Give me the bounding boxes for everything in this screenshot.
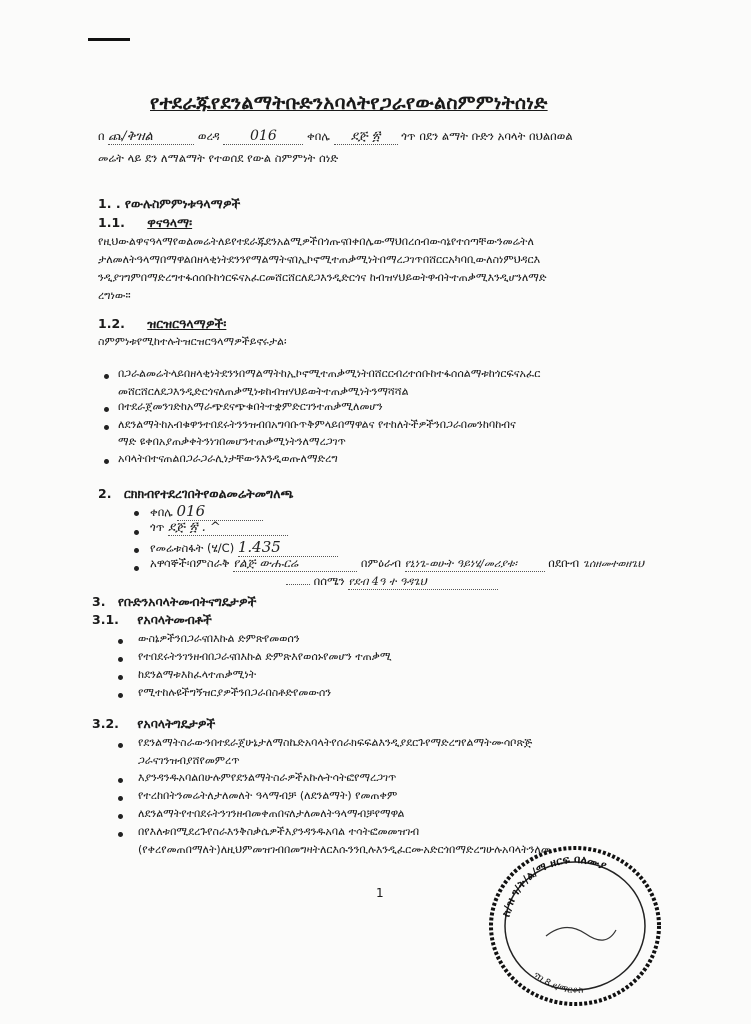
east-border-handwritten: የልጅ ውሑርሬ [233, 556, 357, 572]
duty-item-continued: (የቀረየመጠበማለት)ለዚህምመዝገብበመግዛትለርእሱንንቢሉእንዲፈርሙአድርጎበማድረግሁሉአባላትንለመ [138, 843, 551, 856]
bullet [134, 548, 139, 553]
section-3-2-heading [92, 716, 215, 732]
paragraph-line: ንዲያገግምበማድረግተፋሰሰቡከጎርፍናአፈርመሸርሸርለደጋእንዲድርጎና ከብዝሃህይወትዋብትተጠቃሚእንዲሆንለማድ [98, 271, 547, 284]
south-border-handwritten: ጌሰዘመተወዘጌህ [582, 558, 644, 570]
section-1-2-number: 1.2. [98, 316, 125, 331]
bullet [104, 407, 109, 412]
duty-item: እያንዳንዱአባልበሁሉምየደንልማትስራዎችአኩሉትሳትፎየማረጋገጥ [138, 771, 397, 784]
borders-south-label: በደቡብ [548, 556, 580, 570]
section-2-number: 2. [98, 486, 112, 501]
bullet [118, 814, 123, 819]
land-kebele-label: ቀበሌ [150, 505, 173, 519]
objective-item: በተደራጀመንገድከአማራጭደናጭቁበትተቋምድርገንተጠቃሚለመሆን [118, 400, 383, 413]
intro-prefix: በ [98, 129, 105, 143]
section-3-2-label: የአባላትግዴታዎች [137, 716, 216, 731]
north-border-handwritten: የደብ 4ዓ ተ ዓዳጌህ [348, 575, 498, 590]
duty-item: የደንልማትስራውንበተደራጀሁኔታለማስኬድአባላትየሰራክፍፍልእንዲያደርጉየማድረግየልማትሙሳቦጽጅ [138, 736, 533, 749]
intro-line-2: መሬት ላይ ደን ለማልማት የተወሰደ የውል ስምምነት ሰነድ [98, 151, 339, 165]
section-1-heading [98, 196, 240, 212]
section-3-number: 3. [92, 594, 106, 609]
main-objective-paragraph [98, 233, 678, 305]
section-1-number: 1. [98, 196, 112, 211]
bullet [134, 566, 139, 571]
section-3-2-number: 3.2. [92, 716, 119, 731]
borders-west-label: በምዕራብ [360, 556, 401, 570]
section-2-title: ርክክብየተደረገበትየወልመሬትመግለጫ [123, 486, 294, 501]
woreda-handwritten: ጨ/ቅዝል [108, 129, 194, 145]
objective-item: ለደንልማትከአብቁዋንተበደሩትንንዝብበአግባቡጥቅምላይበማዋልና የተከለትችዎችንበጋራበመንከባከብና [118, 418, 516, 431]
got-handwritten: ደጅ ፳ [334, 129, 398, 145]
north-leader-line [286, 584, 310, 585]
duty-item: ለደንልማትየተበደሩትንገንዘብመቀጠበናለታለመለትዓላማብቻየማዋል [138, 807, 405, 820]
objective-item-continued: መሸርሸርለደጋእንዲድርጎናለጠቃሚነቱከብዝሃህይወትተጠቃሚነትንማሻሻል [118, 385, 409, 398]
bullet [118, 778, 123, 783]
land-north-row [286, 574, 498, 590]
bullet [104, 374, 109, 379]
specific-objectives-intro: ስምምነቱየሚከተሉትዝርዝርዓላማዎችይኖሩታል፡ [98, 335, 287, 348]
stamp-outer-ring [491, 848, 659, 1004]
land-got-row [150, 520, 288, 536]
land-area-handwritten: 1.435 [238, 538, 338, 557]
document-title: የተደራጁየደንልማትቡድንአባላትየጋራየውልስምምነትሰነድ [150, 92, 548, 114]
section-1-2-label: ዝርዝርዓላማዎች፡ [147, 316, 227, 331]
bullet [104, 459, 109, 464]
duty-item-continued: ጋራናገንዝብያሸየመምረጥ [138, 754, 240, 767]
land-got-label: ጎጥ [150, 520, 165, 534]
objective-item-continued: ማድ ዩቀበአያጠቃቀትንነገበመሆንተጠቃሚነትንለማረጋገጥ [118, 435, 346, 448]
right-item: ውስኔዎችንበጋራናበእኩል ድምጽየመወሰን [138, 632, 300, 645]
bullet [118, 657, 123, 662]
borders-east-label: አዋሳኞች፡በምስራቅ [150, 556, 230, 570]
section-1-1-label: ዋናዓላማ፡ [147, 215, 193, 230]
paragraph-line: ታለመለትዓላማበማዋልበዘላቂነትደንንየማልማትናበኢኮኖሚተጠቃሚነትበማረጋገጥበሸርርአካባቢውለስነምህዳርእ [98, 253, 541, 266]
bullet [118, 832, 123, 837]
intro-line-1 [98, 128, 573, 145]
bullet [118, 693, 123, 698]
land-area-row [150, 538, 338, 557]
section-3-heading [92, 594, 256, 610]
stamp-signature-scribble [546, 927, 616, 940]
borders-north-label: በሰሜን [313, 574, 345, 588]
paragraph-line: ረግነው። [98, 289, 131, 302]
section-1-1-number: 1.1. [98, 215, 125, 230]
land-area-label: የመሬቱስፋት (ሄ/C) [150, 541, 235, 555]
pen-mark [88, 38, 130, 41]
section-1-title: . የውሉስምምነቱዓላማዎች [115, 196, 241, 211]
right-item: የሚተከሉዩችግኝዝርያዎችንበጋራበስቶድየመውሰን [138, 686, 332, 699]
bullet [118, 796, 123, 801]
land-borders-row [150, 556, 644, 572]
section-2-heading [98, 486, 293, 502]
paragraph-line: የዚህውልዋናዓላማየወልመሬትለይየተደራጁደንአልሚዎችበጎጡናበቀበሌውማህበረሰብውሳኔየተሰጣቸውንመሬትለ [98, 235, 534, 248]
bullet [118, 743, 123, 748]
duty-item: በየእለቱበሚደረጉየስራእንቅስቃሴዎችእያንዳንዱአባል ተሳትፎመመዝገብ [138, 825, 420, 838]
kebele-label: ቀበሌ [307, 129, 330, 143]
land-kebele-row [150, 502, 263, 521]
stamp-bottom-text: ኖበ 8 ደ/ማርቆስ [531, 970, 584, 996]
objective-item: በጋራልመሬትላይበዘላቂነትደንንበማልማትከኢኮኖሚተጠቃሚነትበሸርርብረተሰቡከተፋሰሰልማቱከጎርፍናአፈር [118, 367, 541, 380]
section-3-title: የቡድንአባላትመብትናግዴታዎች [117, 594, 257, 609]
right-item: የተበደሩትንገንዘብበጋራናበእኩል ድምጽእየወሰኑየመሆን ተጠቃሚ [138, 650, 392, 663]
intro-line-1-tail: ጎጥ በደን ልማት ቡድን አባላት በህልበወል [401, 129, 573, 143]
bullet [118, 639, 123, 644]
page-number: 1 [376, 886, 384, 900]
section-3-1-heading [92, 612, 212, 628]
kebele-handwritten: 016 [223, 128, 303, 145]
right-item: ከደንልማቱእከፈላተጠቃሚነት [138, 668, 257, 681]
bullet [104, 425, 109, 430]
objective-item: አባላትበተናጠልበጋራጋራሊነታቸውንእንዲወጡለማድረግ [118, 452, 338, 465]
bullet [134, 511, 139, 516]
section-3-1-number: 3.1. [92, 612, 119, 627]
land-got-handwritten: ደጅ ፳ . ^ [168, 520, 288, 536]
section-1-1-heading [98, 215, 192, 231]
duty-item: የተረከበትንመሬትለታለመለት ዓላማብቻ (ለደንልማት) የመጠቀም [138, 789, 398, 802]
section-3-1-label: የአባላትመብቶች [137, 612, 212, 627]
stamp-text: ስ/ዝ ገ/ት/ል/ማ ዘርፍ ባለሙያ [499, 852, 609, 919]
land-kebele-handwritten: 016 [177, 502, 263, 521]
west-border-handwritten: የኒነጌ-ወሁት ዓይነሄ/መሪያቱ፡ [405, 557, 545, 572]
official-stamp [486, 838, 664, 1008]
bullet [134, 530, 139, 535]
section-1-2-heading [98, 316, 226, 332]
woreda-label: ወረዳ [197, 129, 220, 143]
bullet [118, 675, 123, 680]
